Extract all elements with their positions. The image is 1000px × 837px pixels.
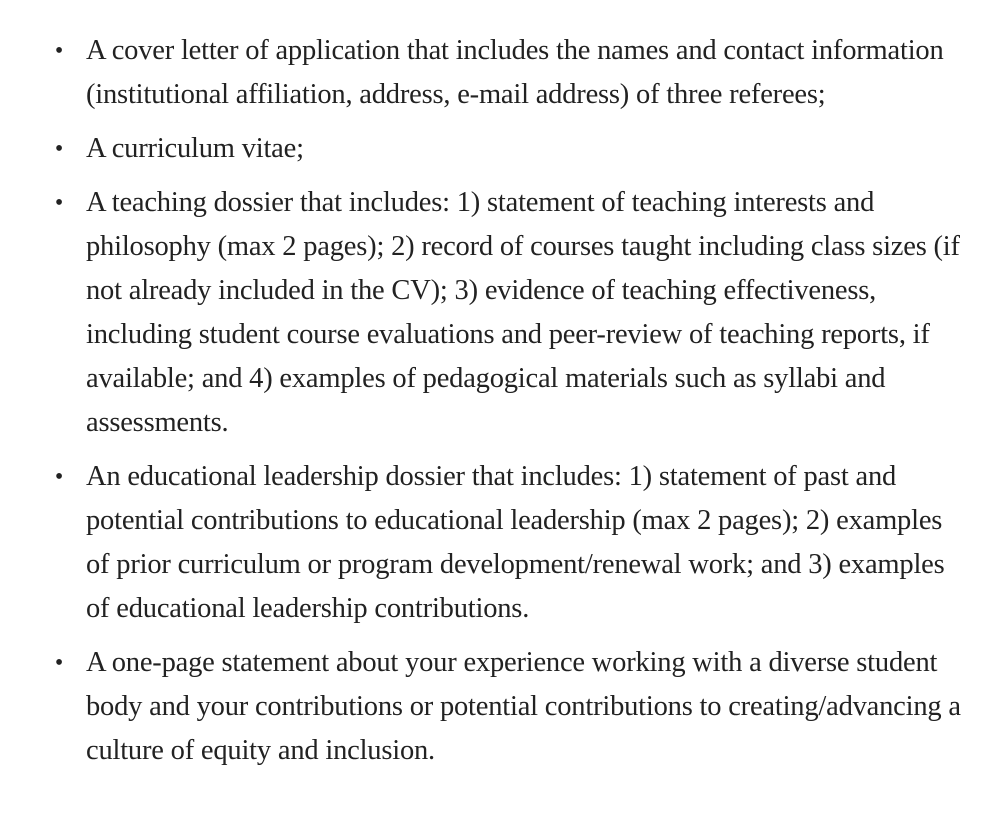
bullet-icon: • [54, 38, 64, 64]
list-item-leadership-dossier [0, 455, 1000, 631]
list-item-cover-letter [0, 29, 1000, 117]
list-item-diversity-statement [0, 641, 1000, 773]
list-item-text: A cover letter of application that includes the names and contact information (institutional affiliation, address, e-mail address) of three referees; [86, 35, 944, 110]
list-item-text: A one-page statement about your experience working with a diverse student body and your contributions or potential contributions to creating/advancing a culture of equity and inclusion. [86, 647, 961, 766]
bullet-icon: • [54, 464, 64, 490]
bullet-icon: • [54, 136, 64, 162]
list-item-teaching-dossier [0, 181, 1000, 445]
list-item-text: An educational leadership dossier that includes: 1) statement of past and potential contributions to educational leadership (max 2 pages); 2) examples of prior curriculum or program development/renewal work; and 3) examples of educational leadership contributions. [86, 461, 945, 624]
list-item-curriculum-vitae [0, 127, 1000, 171]
list-item-text: A teaching dossier that includes: 1) statement of teaching interests and philosophy (max 2 pages); 2) record of courses taught including class sizes (if not already included in the CV); 3) evidence of teaching effectiveness, including student course evaluations and peer-review of teaching reports, if available; and 4) examples of pedagogical materials such as syllabi and assessments. [86, 187, 960, 438]
bullet-icon: • [54, 650, 64, 676]
requirements-list [0, 29, 1000, 783]
bullet-icon: • [54, 190, 64, 216]
list-item-text: A curriculum vitae; [86, 133, 304, 164]
